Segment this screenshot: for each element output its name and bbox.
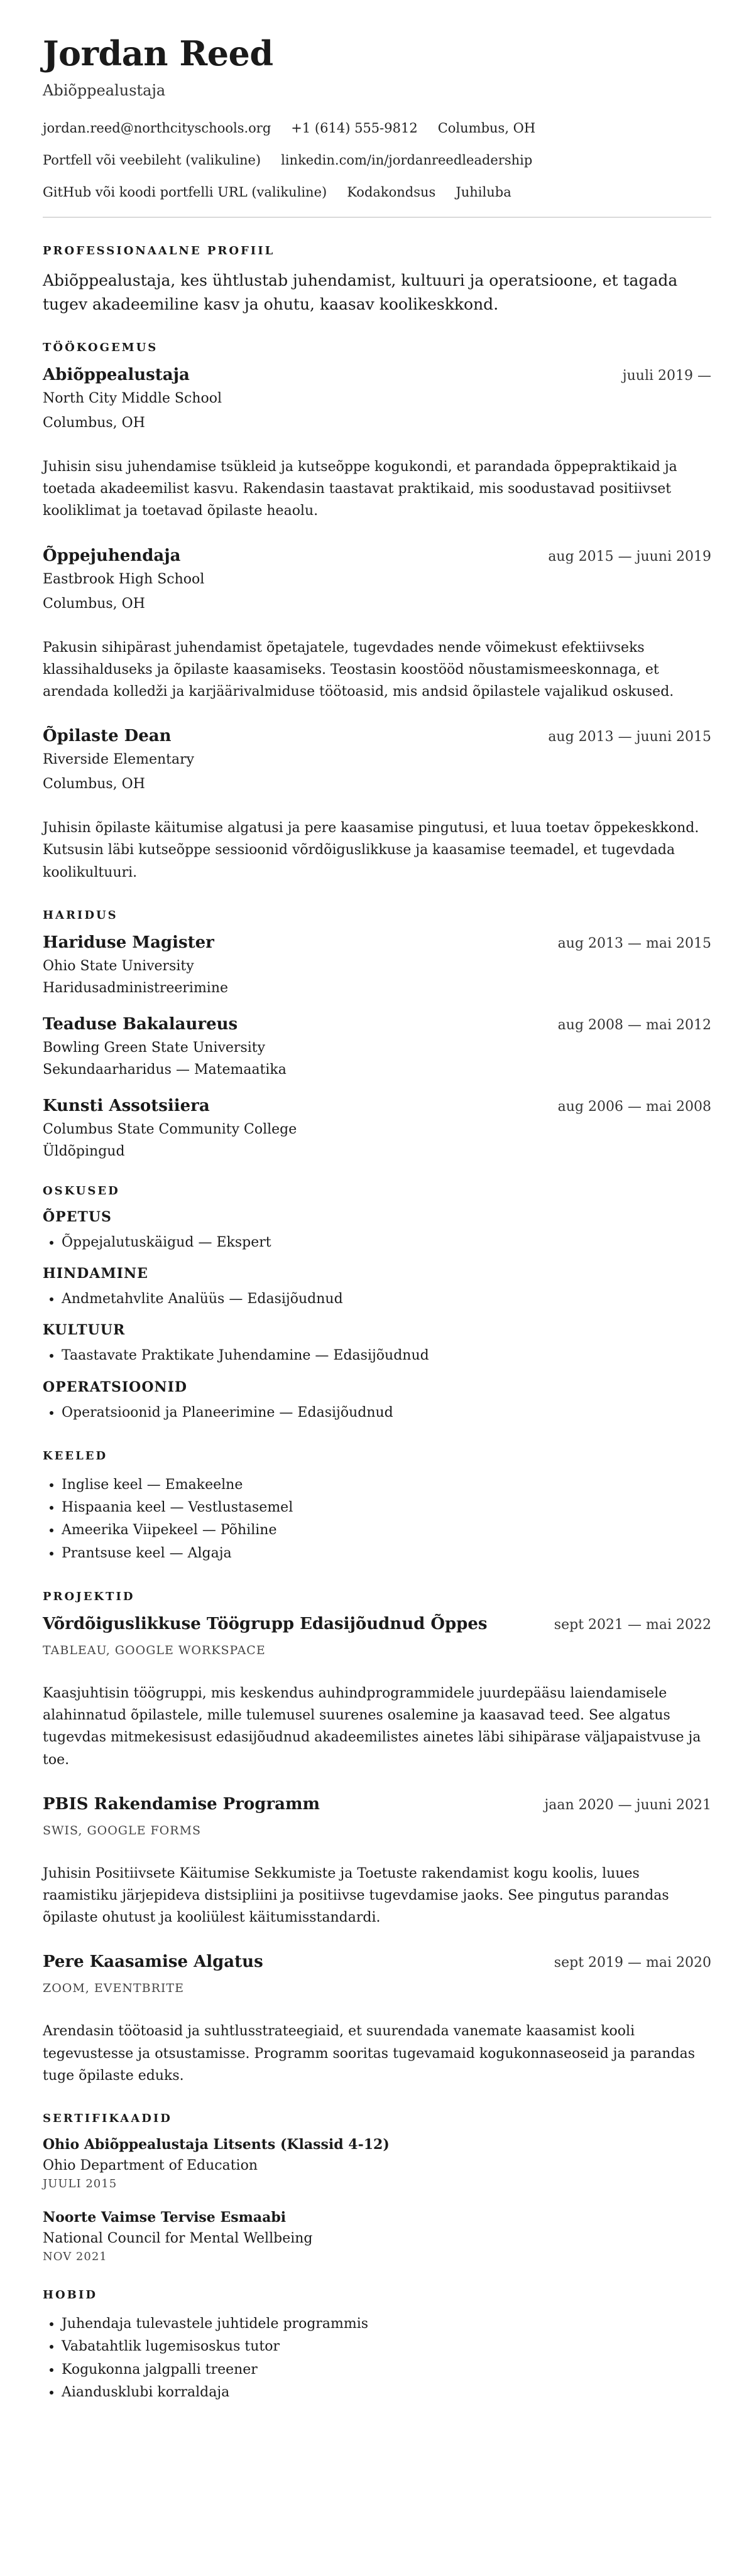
skill-category: ÕPETUS [43,1208,112,1225]
education-entry [43,1096,711,1159]
hobby-list [43,2313,711,2404]
portfolio-label: Portfell või veebileht (valikuline) [43,153,261,168]
project-entry [43,1795,711,1929]
language-item: • Hispaania keel — Vestlustasemel [62,1496,711,1519]
skill-category: OPERATSIOONID [43,1378,187,1395]
project-title: Pere Kaasamise Algatus [43,1952,263,1972]
linkedin-link[interactable]: linkedin.com/in/jordanreedleadership [281,153,533,168]
projects-section [43,1590,711,2087]
field-of-study: Sekundaarharidus — Matemaatika [43,1061,287,1078]
section-title: KEELED [43,1449,108,1463]
certifications-section [43,2112,711,2263]
job-description: Juhisin õpilaste käitumise algatusi ja pere kaasamise pingutusi, et luua toetav õppekeskkond. Kutsusin läbi kutseõppe sessioonid võrdõiguslikkuse ja kaasamise teemadel, et tugevdada koolikultuuri. [43,820,699,880]
certification-date: JUULI 2015 [43,2177,117,2190]
project-description: Arendasin töötoasid ja suhtlusstrateegiaid, et suurendada vanemate kaasamist kooli tegevustesse ja otsustamisse. Programm sooritas tugevamaid kogukonnaseoseid ja parandas tuge õpilaste eduks. [43,2023,696,2084]
section-title: PROJEKTID [43,1590,135,1604]
skill-item: • Andmetahvlite Analüüs — Edasijõudnud [62,1288,711,1311]
degree-dates: aug 2013 — mai 2015 [557,935,711,951]
skill-list [43,1345,711,1367]
section-title: HOBID [43,2288,97,2302]
profile-summary: Abiõppealustaja, kes ühtlustab juhendamist, kultuuri ja operatsioone, et tagada tugev akadeemiline kasv ja ohutu, kaasav koolikeskkond. [43,271,678,313]
job-location: Columbus, OH [43,595,145,612]
phone-number[interactable]: +1 (614) 555-9812 [291,121,418,136]
experience-entry [43,365,711,522]
language-item: • Prantsuse keel — Algaja [62,1542,711,1565]
certification-name: Ohio Abiõppealustaja Litsents (Klassid 4-12) [43,2136,390,2153]
project-title: Võrdõiguslikkuse Töögrupp Edasijõudnud Õppes [43,1615,488,1634]
project-dates: sept 2019 — mai 2020 [554,1955,711,1971]
profile-section [43,244,711,316]
skill-list [43,1231,711,1254]
education-entry [43,933,711,996]
project-description: Juhisin Positiivsete Käitumise Sekkumiste ja Toetuste rakendamist kogu koolis, luues raamistiku järjepideva distsipliini ja positiivse tugevdamise jaoks. See pingutus parandas õpilaste ohutust ja kooliülest käitumisstandardi. [43,1865,669,1926]
project-entry [43,1952,711,2087]
degree-title: Kunsti Assotsiiera [43,1096,210,1115]
hobbies-section [43,2288,711,2404]
job-title: Abiõppealustaja [43,365,190,384]
email-link[interactable]: jordan.reed@northcityschools.org [43,121,271,136]
certification-entry [43,2209,711,2263]
job-location: Columbus, OH [43,415,145,431]
github-label: GitHub või koodi portfelli URL (valikuline) [43,185,327,200]
hobby-item: • Kogukonna jalgpalli treener [62,2359,711,2381]
location: Columbus, OH [437,121,536,136]
certification-name: Noorte Vaimse Tervise Esmaabi [43,2209,287,2226]
experience-entry [43,546,711,703]
project-title: PBIS Rakendamise Programm [43,1794,320,1814]
languages-section [43,1449,711,1565]
project-dates: jaan 2020 — juuni 2021 [544,1797,711,1813]
skill-category: HINDAMINE [43,1265,148,1282]
job-dates: aug 2013 — juuni 2015 [548,729,711,745]
contact-line-2 [43,153,711,168]
project-entry [43,1615,711,1771]
field-of-study: Üldõpingud [43,1143,125,1159]
field-of-study: Haridusadministreerimine [43,980,229,996]
language-item: • Ameerika Viipekeel — Põhiline [62,1519,711,1542]
employer: Eastbrook High School [43,571,205,587]
job-dates: aug 2015 — juuni 2019 [548,548,711,565]
job-description: Juhisin sisu juhendamise tsükleid ja kutseõppe kogukondi, et parandada õppepraktikaid ja toetada akadeemilist kasvu. Rakendasin taastavat praktikaid, mis soodustavad positiivset kooliklimat ja toetavad õpilaste heaolu. [43,459,677,519]
hobby-item: • Vabatahtlik lugemisoskus tutor [62,2335,711,2358]
project-description: Kaasjuhtisin töögruppi, mis keskendus auhindprogrammidele juurdepääsu laiendamisele alahinnatud õpilastele, mille tulemusel suurenes osalemine ja kaasavad teed. See algatus tugevdas mitmekesisust edasijõudnud akadeemilistes ainetes läbi sihipärase väljapaistvuse ja toe. [43,1686,701,1768]
section-title: SERTIFIKAADID [43,2111,172,2125]
citizenship-label: Kodakondsus [347,185,436,200]
certification-issuer: Ohio Department of Education [43,2157,258,2173]
skill-item: • Taastavate Praktikate Juhendamine — Edasijõudnud [62,1345,711,1367]
degree-dates: aug 2008 — mai 2012 [557,1017,711,1033]
candidate-role: Abiõppealustaja [43,82,166,99]
hobby-item: • Aiandusklubi korraldaja [62,2381,711,2404]
employer: North City Middle School [43,391,222,406]
certification-issuer: National Council for Mental Wellbeing [43,2230,313,2246]
job-title: Õppejuhendaja [43,546,181,565]
degree-title: Hariduse Magister [43,933,214,952]
project-dates: sept 2021 — mai 2022 [554,1617,711,1633]
contact-line-1 [43,121,711,136]
skill-list [43,1288,711,1311]
institution: Bowling Green State University [43,1039,266,1056]
language-list [43,1474,711,1565]
education-entry [43,1015,711,1078]
employer: Riverside Elementary [43,752,195,768]
hobby-item: • Juhendaja tulevastele juhtidele programmis [62,2313,711,2335]
degree-dates: aug 2006 — mai 2008 [557,1098,711,1115]
experience-entry [43,727,711,884]
language-item: • Inglise keel — Emakeelne [62,1474,711,1496]
job-title: Õpilaste Dean [43,727,172,746]
job-description: Pakusin sihipärast juhendamist õpetajatele, tugevdades nende võimekust efektiivseks klassihalduseks ja õpilaste kaasamiseks. Teostasin koostööd nõustamismeeskonnaga, et arendada kolledži ja karjäärivalmiduse töötoasid, mis andsid õpilastele vajalikud oskused. [43,639,674,700]
candidate-name: Jordan Reed [43,33,273,73]
degree-title: Teaduse Bakalaureus [43,1014,238,1034]
skill-item: • Õppejalutuskäigud — Ekspert [62,1231,711,1254]
project-tech: SWIS, GOOGLE FORMS [43,1823,202,1837]
section-title: OSKUSED [43,1184,120,1198]
job-location: Columbus, OH [43,776,145,793]
contact-line-3 [43,185,711,200]
header-divider [43,217,711,218]
skill-category: KULTUUR [43,1322,126,1339]
drivers-license-label: Juhiluba [456,185,511,200]
institution: Columbus State Community College [43,1121,297,1137]
project-tech: ZOOM, EVENTBRITE [43,1981,184,1996]
skill-list [43,1402,711,1424]
institution: Ohio State University [43,958,194,974]
section-title: HARIDUS [43,908,118,922]
skills-section [43,1184,711,1424]
project-tech: TABLEAU, GOOGLE WORKSPACE [43,1643,266,1658]
certification-date: NOV 2021 [43,2249,107,2263]
section-title: PROFESSIONAALNE PROFIIL [43,244,275,257]
section-title: TÖÖKOGEMUS [43,341,158,354]
experience-section [43,341,711,884]
skill-item: • Operatsioonid ja Planeerimine — Edasijõudnud [62,1402,711,1424]
education-section [43,909,711,1159]
certification-entry [43,2136,711,2190]
job-dates: juuli 2019 — [622,368,711,384]
